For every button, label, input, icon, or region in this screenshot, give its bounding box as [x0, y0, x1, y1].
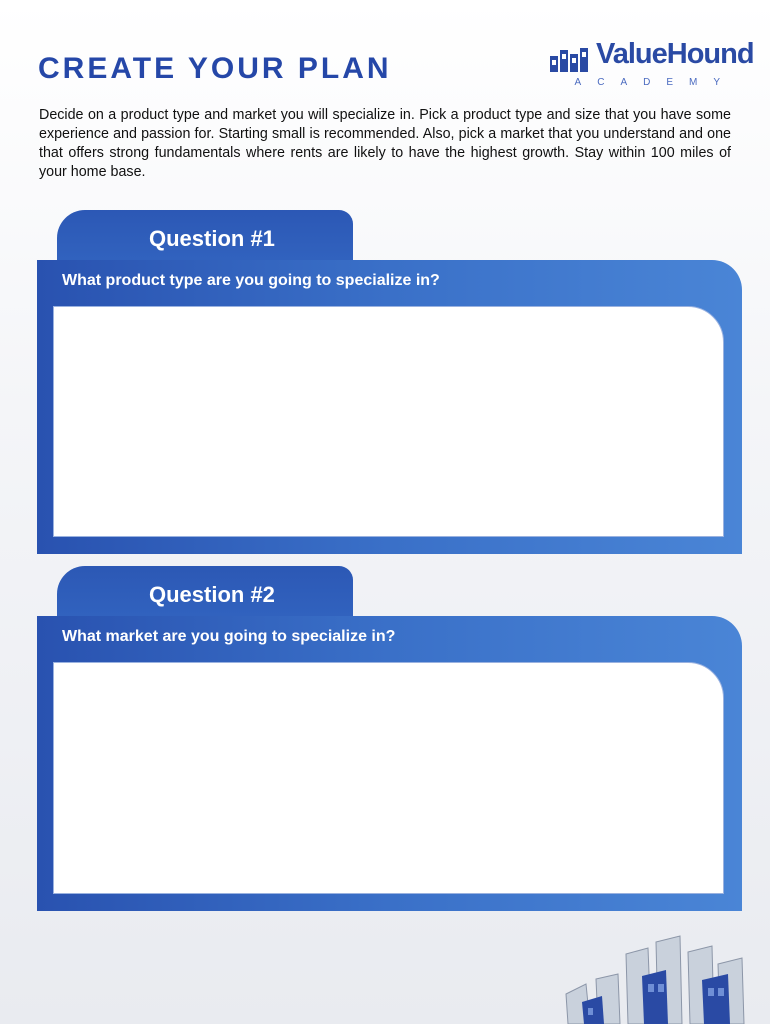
- logo-name: ValueHound: [596, 38, 754, 70]
- question-card-1: [37, 210, 742, 554]
- valuehound-logo: [548, 38, 754, 96]
- answer-box-1[interactable]: [53, 306, 724, 537]
- question-prompt-1: What product type are you going to specialize in?: [62, 272, 440, 289]
- question-panel-1: [37, 260, 742, 554]
- decorative-buildings-graphic: [556, 924, 770, 1024]
- question-label-1: Question #1: [149, 226, 275, 251]
- question-card-2: [37, 566, 742, 911]
- hound-mark-icon: [550, 46, 594, 76]
- logo-subtitle: ACADEMY: [574, 77, 736, 88]
- page-title: CREATE YOUR PLAN: [38, 52, 392, 85]
- question-label-2: Question #2: [149, 582, 275, 607]
- answer-box-2[interactable]: [53, 662, 724, 894]
- question-prompt-2: What market are you going to specialize in?: [62, 628, 396, 645]
- question-panel-2: [37, 616, 742, 911]
- intro-text: Decide on a product type and market you will specialize in. Pick a product type and size that you have some experience and passion for. Starting small is recommended. Also, pick a market that you understand and one that offers strong fundamentals where rents are likely to have the highest growth. Stay within 100 miles of your home base.: [39, 107, 731, 180]
